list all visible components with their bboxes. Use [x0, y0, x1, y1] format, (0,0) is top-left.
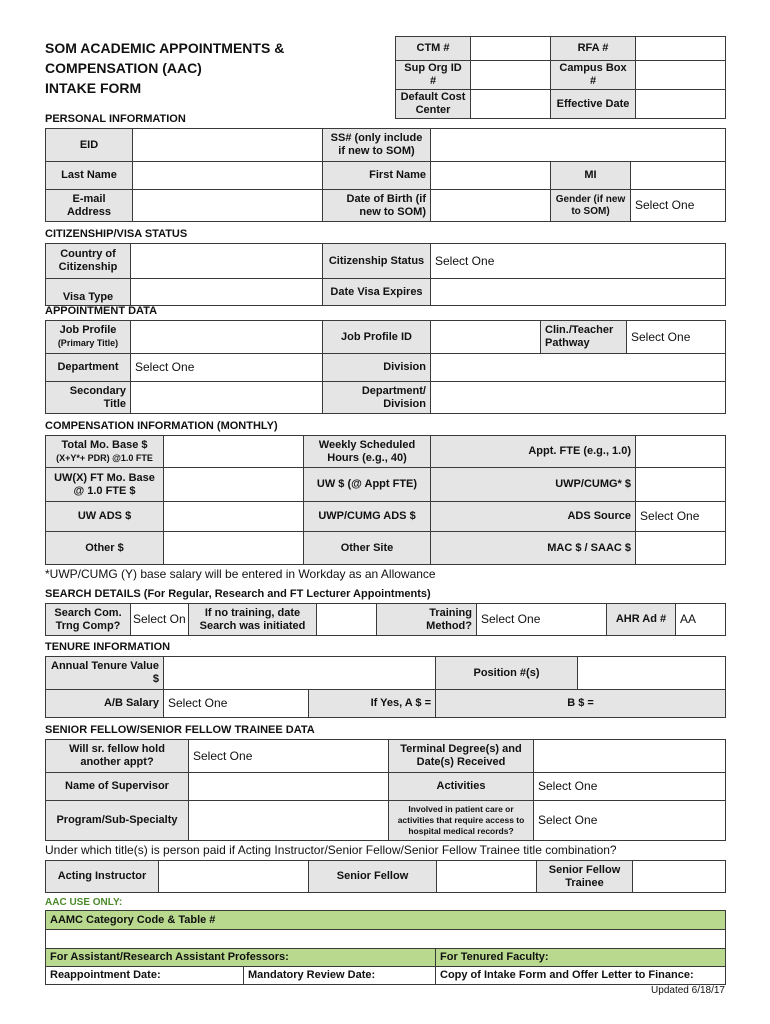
sup-org-label: Sup Org ID #	[396, 61, 471, 90]
search-table	[45, 603, 726, 636]
other-field[interactable]	[164, 532, 304, 565]
mac-saac-field[interactable]	[636, 532, 726, 565]
aamc-category-label: AAMC Category Code & Table #	[46, 911, 726, 930]
eid-field[interactable]	[133, 129, 323, 162]
dob-field[interactable]	[431, 190, 551, 222]
search-com-label: Search Com. Trng Comp?	[46, 604, 131, 636]
trainee-label: Senior Fellow Trainee	[537, 861, 633, 893]
patient-care-select[interactable]: Select One	[534, 801, 726, 841]
ads-source-select[interactable]: Select One	[636, 502, 726, 532]
clin-pathway-select[interactable]: Select One	[627, 321, 726, 354]
citizenship-status-label: Citizenship Status	[323, 244, 431, 279]
tenure-table	[45, 656, 726, 718]
supervisor-label: Name of Supervisor	[46, 773, 189, 801]
dept-division-field[interactable]	[431, 382, 726, 414]
uwx-base-field[interactable]	[164, 468, 304, 502]
ab-salary-label: A/B Salary	[46, 690, 164, 718]
training-method-select[interactable]: Select One	[477, 604, 607, 636]
appt-fte-field[interactable]	[636, 436, 726, 468]
will-hold-label: Will sr. fellow hold another appt?	[46, 740, 189, 773]
mandatory-review-label[interactable]: Mandatory Review Date:	[244, 967, 436, 985]
section-citizenship: CITIZENSHIP/VISA STATUS	[45, 228, 188, 240]
last-name-label: Last Name	[46, 162, 133, 190]
citizenship-table	[45, 243, 726, 306]
rfa-field[interactable]	[636, 37, 726, 61]
visa-type-label: Visa Type	[46, 279, 131, 306]
dob-label: Date of Birth (if new to SOM)	[323, 190, 431, 222]
job-profile-title: Job Profile	[59, 324, 117, 336]
senior-fellow-label: Senior Fellow	[309, 861, 437, 893]
if-yes-label: If Yes, A $ =	[309, 690, 436, 718]
total-base-field[interactable]	[164, 436, 304, 468]
fellow-table	[45, 739, 726, 841]
total-base-title: Total Mo. Base $	[61, 438, 148, 451]
campus-box-label: Campus Box #	[551, 61, 636, 90]
first-name-label: First Name	[323, 162, 431, 190]
first-name-field[interactable]	[431, 162, 551, 190]
job-profile-label	[46, 321, 131, 354]
title-combination-table	[45, 860, 726, 893]
other-site-label: Other Site	[304, 532, 431, 565]
effective-date-field[interactable]	[636, 90, 726, 119]
ss-label: SS# (only include if new to SOM)	[323, 129, 431, 162]
annual-tenure-field[interactable]	[164, 657, 436, 690]
ab-salary-select[interactable]: Select One	[164, 690, 309, 718]
effective-date-label: Effective Date	[551, 90, 636, 119]
no-training-field[interactable]	[317, 604, 377, 636]
total-base-sub: (X+Y*+ PDR) @1.0 FTE	[56, 452, 153, 463]
reappointment-date-label[interactable]: Reappointment Date:	[46, 967, 244, 985]
rfa-label: RFA #	[551, 37, 636, 61]
mi-field[interactable]	[631, 162, 726, 190]
ss-field[interactable]	[431, 129, 726, 162]
default-cost-label: Default Cost Center	[396, 90, 471, 119]
job-profile-id-label: Job Profile ID	[323, 321, 431, 354]
allowance-note: *UWP/CUMG (Y) base salary will be entered in Workday as an Allowance	[45, 567, 436, 581]
senior-fellow-field[interactable]	[437, 861, 537, 893]
positions-field[interactable]	[578, 657, 726, 690]
sup-org-field[interactable]	[471, 61, 551, 90]
ahr-field[interactable]: AA	[676, 604, 726, 636]
title-line-1: SOM ACADEMIC APPOINTMENTS & COMPENSATION (AAC)	[45, 40, 285, 76]
uw-ads-field[interactable]	[164, 502, 304, 532]
aac-table	[45, 910, 726, 985]
training-method-label: Training Method?	[377, 604, 477, 636]
job-profile-field[interactable]	[131, 321, 323, 354]
division-field[interactable]	[431, 354, 726, 382]
acting-instructor-field[interactable]	[159, 861, 309, 893]
dept-division-label: Department/ Division	[323, 382, 431, 414]
department-label: Department	[46, 354, 131, 382]
mac-saac-label: MAC $ / SAAC $	[431, 532, 636, 565]
terminal-degree-label: Terminal Degree(s) and Date(s) Received	[389, 740, 534, 773]
country-label: Country of Citizenship	[46, 244, 131, 279]
b-label: B $ =	[436, 690, 726, 718]
tenured-label: For Tenured Faculty:	[436, 949, 726, 967]
secondary-title-field[interactable]	[131, 382, 323, 414]
activities-select[interactable]: Select One	[534, 773, 726, 801]
visa-type-field[interactable]	[131, 279, 323, 306]
annual-tenure-label: Annual Tenure Value $	[46, 657, 164, 690]
uwp-ads-label: UWP/CUMG ADS $	[304, 502, 431, 532]
tracking-table	[395, 36, 726, 119]
department-select[interactable]: Select One	[131, 354, 323, 382]
uwp-cumg-field[interactable]	[636, 468, 726, 502]
section-compensation: COMPENSATION INFORMATION (MONTHLY)	[45, 420, 278, 432]
ads-source-label: ADS Source	[431, 502, 636, 532]
secondary-title-label: Secondary Title	[46, 382, 131, 414]
gender-label: Gender (if new to SOM)	[551, 190, 631, 222]
will-hold-select[interactable]: Select One	[189, 740, 389, 773]
no-training-label: If no training, date Search was initiated	[189, 604, 317, 636]
positions-label: Position #(s)	[436, 657, 578, 690]
title-line-2: INTAKE FORM	[45, 80, 142, 96]
ctm-field[interactable]	[471, 37, 551, 61]
uwx-base-label: UW(X) FT Mo. Base @ 1.0 FTE $	[46, 468, 164, 502]
appointment-table	[45, 320, 726, 414]
mi-label: MI	[551, 162, 631, 190]
ahr-label: AHR Ad #	[607, 604, 676, 636]
personal-table	[45, 128, 726, 222]
patient-care-label: Involved in patient care or activities that require access to hospital medical records?	[389, 801, 534, 841]
gender-select[interactable]: Select One	[631, 190, 726, 222]
compensation-table	[45, 435, 726, 565]
section-tenure: TENURE INFORMATION	[45, 641, 171, 653]
section-fellow: SENIOR FELLOW/SENIOR FELLOW TRAINEE DATA	[45, 724, 315, 736]
default-cost-field[interactable]	[471, 90, 551, 119]
weekly-hours-label: Weekly Scheduled Hours (e.g., 40)	[304, 436, 431, 468]
updated-date: Updated 6/18/17	[651, 985, 725, 996]
division-label: Division	[323, 354, 431, 382]
citizenship-status-select[interactable]: Select One	[431, 244, 726, 279]
eid-label: EID	[46, 129, 133, 162]
trainee-field[interactable]	[633, 861, 726, 893]
total-base-label	[46, 436, 164, 468]
visa-expires-field[interactable]	[431, 279, 726, 306]
search-com-select[interactable]: Select On	[131, 604, 189, 636]
activities-label: Activities	[389, 773, 534, 801]
uw-ads-label: UW ADS $	[46, 502, 164, 532]
copy-intake-label[interactable]: Copy of Intake Form and Offer Letter to Finance:	[436, 967, 726, 985]
campus-box-field[interactable]	[636, 61, 726, 90]
last-name-field[interactable]	[133, 162, 323, 190]
uw-appt-label: UW $ (@ Appt FTE)	[304, 468, 431, 502]
clin-pathway-label: Clin./Teacher Pathway	[541, 321, 627, 354]
program-field[interactable]	[189, 801, 389, 841]
asst-prof-label: For Assistant/Research Assistant Professors:	[46, 949, 436, 967]
aac-use-only-label: AAC USE ONLY:	[45, 897, 123, 908]
job-profile-sub: (Primary Title)	[57, 338, 119, 348]
supervisor-field[interactable]	[189, 773, 389, 801]
visa-expires-label: Date Visa Expires	[323, 279, 431, 306]
title-combination-question: Under which title(s) is person paid if Acting Instructor/Senior Fellow/Senior Fellow Trainee title combination?	[45, 843, 617, 857]
email-field[interactable]	[133, 190, 323, 222]
acting-instructor-label: Acting Instructor	[46, 861, 159, 893]
section-personal: PERSONAL INFORMATION	[45, 113, 186, 125]
country-field[interactable]	[131, 244, 323, 279]
ctm-label: CTM #	[396, 37, 471, 61]
aamc-category-field[interactable]	[46, 930, 726, 949]
section-search: SEARCH DETAILS (For Regular, Research and FT Lecturer Appointments)	[45, 588, 431, 600]
other-label: Other $	[46, 532, 164, 565]
appt-fte-label: Appt. FTE (e.g., 1.0)	[431, 436, 636, 468]
job-profile-id-field[interactable]	[431, 321, 541, 354]
section-appointment: APPOINTMENT DATA	[45, 305, 158, 317]
program-label: Program/Sub-Specialty	[46, 801, 189, 841]
terminal-degree-field[interactable]	[534, 740, 726, 773]
form-title	[45, 38, 390, 98]
uwp-cumg-label: UWP/CUMG* $	[431, 468, 636, 502]
email-label: E-mail Address	[46, 190, 133, 222]
